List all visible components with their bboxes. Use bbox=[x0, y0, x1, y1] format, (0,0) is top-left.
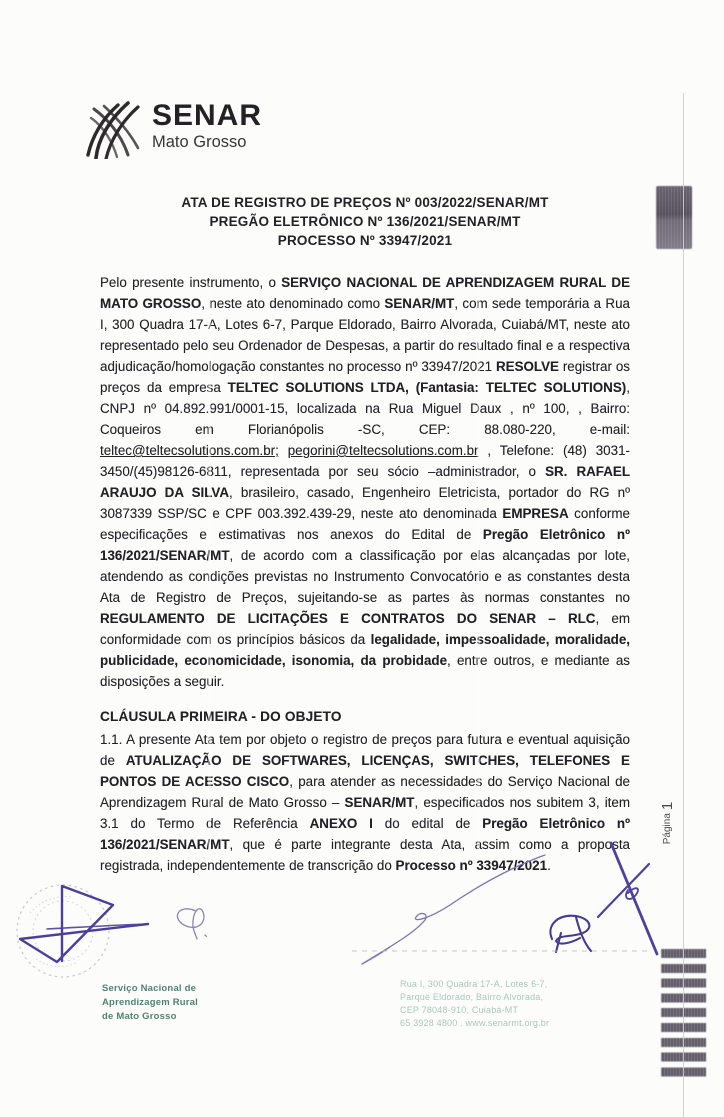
signature-r bbox=[550, 916, 591, 952]
document-title bbox=[100, 193, 630, 250]
title-line-ata: ATA DE REGISTRO DE PREÇOS Nº 003/2022/SENAR/MT bbox=[181, 195, 549, 210]
page-number-label: Página 1 bbox=[658, 801, 676, 845]
footer-address-text: Rua I, 300 Quadra 17-A, Lotes 6-7, Parque Eldorado, Bairro Alvorada, CEP 78048-910, Cuiabá-MT 65 3928 4800 . www.senarmt.org.br bbox=[400, 979, 550, 1028]
scan-fold-artifact bbox=[477, 283, 480, 853]
title-line-pregao: PREGÃO ELETRÔNICO Nº 136/2021/SENAR/MT bbox=[209, 214, 521, 229]
signature-left-flourish bbox=[177, 909, 206, 939]
logo-wordmark: SENAR bbox=[152, 99, 263, 132]
scan-edge-line bbox=[683, 93, 684, 1117]
senar-logo bbox=[84, 93, 630, 159]
clause-primeira-heading: CLÁUSULA PRIMEIRA - DO OBJETO bbox=[100, 709, 342, 724]
round-stamp bbox=[17, 885, 109, 977]
signature-left bbox=[20, 886, 148, 962]
preamble-paragraph: Pelo presente instrumento, o SERVIÇO NACIONAL DE APRENDIZAGEM RURAL DE MATO GROSSO, neste ato denominado como SENAR/MT, com sede temporária a Rua I, 300 Quadra 17-A, Lotes 6-7, Parque Eldorado, Bairro Alvorada, Cuiabá/MT, neste ato representado pelo seu Ordenador de Despesas, a partir do resultado final e a respectiva adjudicação/homologação constantes no processo nº 33947/2021 RESOLVE registrar os preços da empresa TELTEC SOLUTIONS LTDA, (Fantasia: TELTEC SOLUTIONS), CNPJ nº 04.892.991/0001-15, localizada na Rua Miguel Daux , nº 100, , Bairro: Coqueiros em Florianópolis -SC, CEP: 88.080-220, e-mail: teltec@teltecsolutions.com.br; pegorini@teltecsolutions.com.br , Telefone: (48) 3031-3450/(45)98126-6811, representada por seu sócio –administrador, o SR. RAFAEL ARAUJO DA SILVA, brasileiro, casado, Engenheiro Eletricista, portador do RG nº 3087339 SSP/SC e CPF 003.392.439-29, neste ato denominada EMPRESA conforme especificações e estimativas nos anexos do Edital de Pregão Eletrônico nº 136/2021/SENAR/MT, de acordo com a classificação por elas alcançadas por lote, atendendo as condições previstas no Instrumento Convocatório e as constantes desta Ata de Registro de Preços, sujeitando-se as partes às normas constantes no REGULAMENTO DE LICITAÇÕES E CONTRATOS DO SENAR – RLC, em conformidade com os princípios básicos da legalidade, impessoalidade, moralidade, publicidade, economicidade, isonomia, da probidade, entre outros, e mediante as disposições a seguir. bbox=[100, 275, 631, 689]
document-page bbox=[0, 93, 724, 876]
footer-organization-text: Serviço Nacional de Aprendizagem Rural de Mato Grosso bbox=[102, 983, 198, 1022]
scan-smudge-artifact bbox=[656, 186, 692, 249]
senar-wheat-icon bbox=[84, 93, 142, 159]
title-line-processo: PROCESSO Nº 33947/2021 bbox=[277, 233, 453, 248]
scan-fold-artifact bbox=[208, 283, 211, 853]
clause-1-1-paragraph: 1.1. A presente Ata tem por objeto o registro de preços para futura e eventual aquisição de ATUALIZAÇÃO DE SOFTWARES, LICENÇAS, SWITCHES, TELEFONES E PONTOS DE ACESSO CISCO, para atender as necessidades do Serviço Nacional de Aprendizagem Rural de Mato Grosso – SENAR/MT, especificados nos subitem 3, item 3.1 do Termo de Referência ANEXO I do edital de Pregão Eletrônico nº 136/2021/SENAR/MT, que é parte integrante desta Ata, assim como a proposta registrada, independentemente de transcrição do Processo nº 33947/2021. bbox=[100, 732, 631, 873]
logo-subtitle: Mato Grosso bbox=[152, 133, 247, 151]
